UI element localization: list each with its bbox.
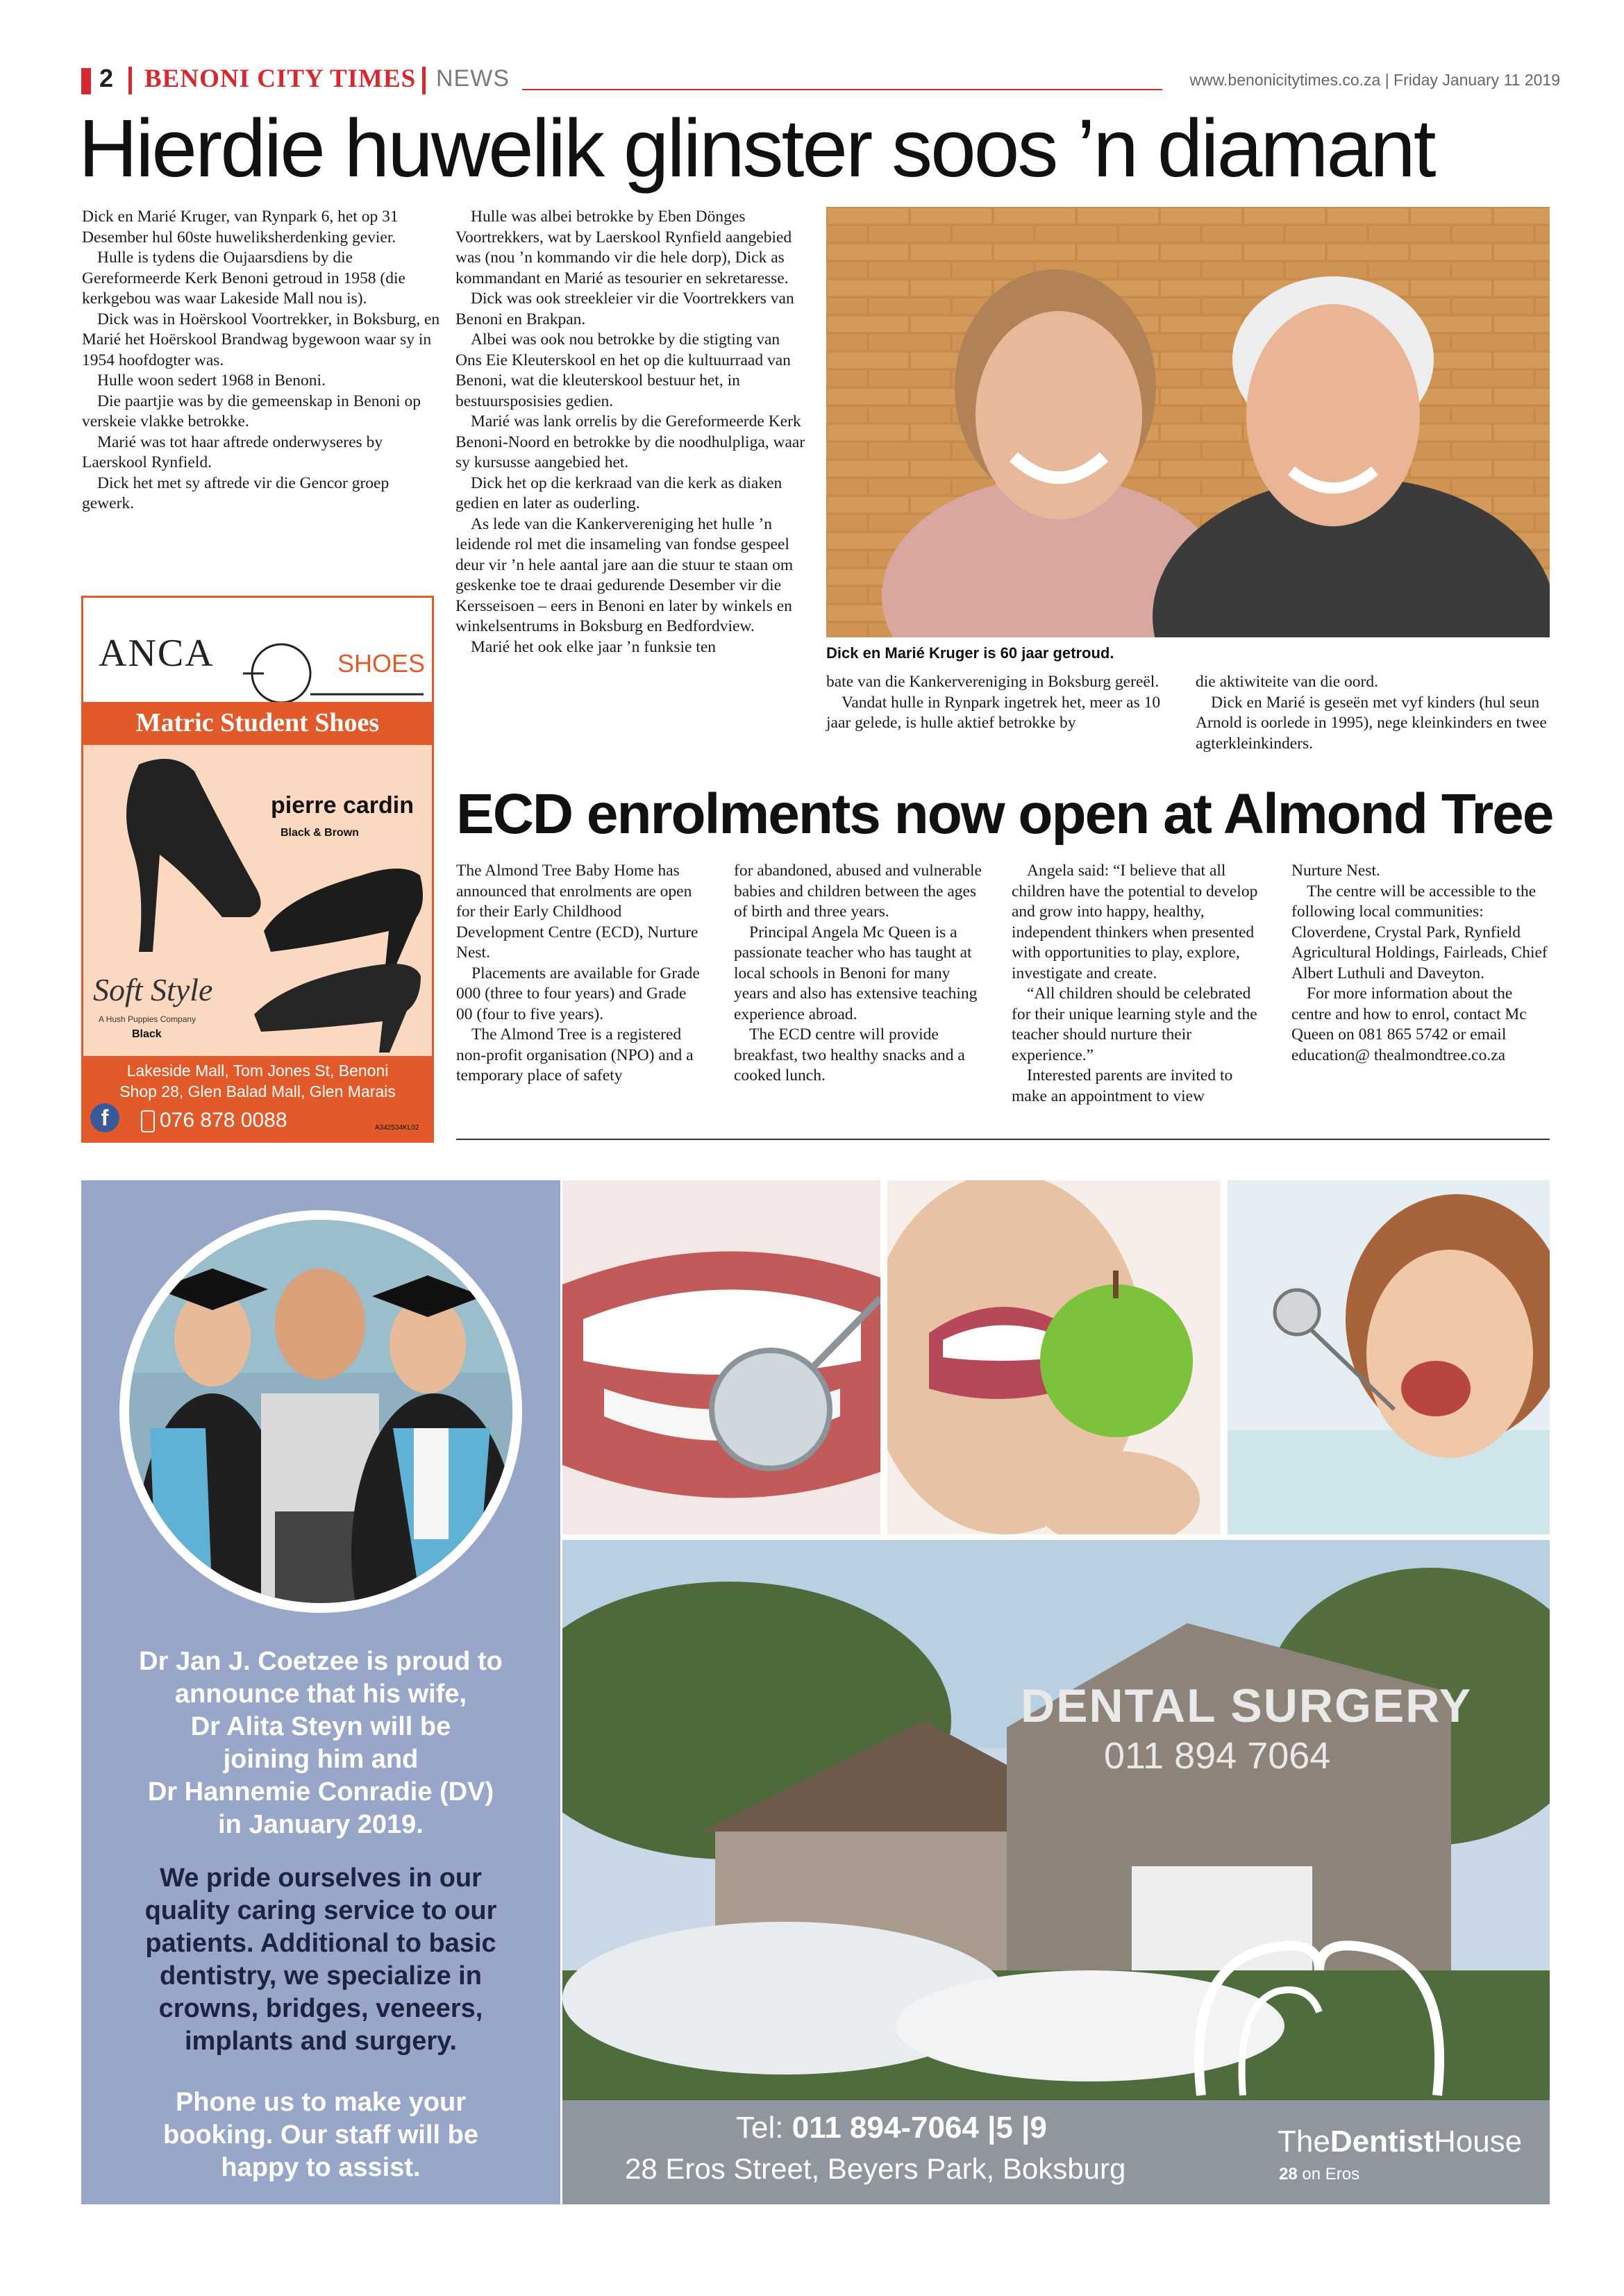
teeth-smile-image — [562, 1180, 880, 1534]
graduation-photo — [119, 1210, 522, 1613]
announce-line: announce that his wife, — [174, 1679, 467, 1709]
article2-column-1 — [456, 861, 706, 1087]
article1-column-3 — [826, 672, 1173, 734]
paragraph: Nurture Nest. — [1291, 862, 1380, 880]
article2-headline: ECD enrolments now open at Almond Tree — [456, 782, 1553, 846]
paragraph: For more information about the centre and how to enrol, contact Mc Queen on 081 865 5742 or email education@ thealmondtree.co.za — [1291, 984, 1527, 1064]
booking-line: Phone us to make your — [175, 2088, 467, 2117]
brand-number: 28 — [1279, 2165, 1298, 2184]
dentist-services — [90, 1862, 551, 2058]
brand-the: The — [1278, 2125, 1330, 2159]
paragraph: Placements are available for Grade 000 (three to four years) and Grade 00 (four to five years). — [456, 964, 700, 1023]
paragraph: Hulle was albei betrokke by Eben Dönges Voortrekkers, wat by Laerskool Rynfield aangebied was (nou ’n kommando vir die hele dorp), Dick as kommandant en Marié as tesourier en sekretaresse. — [455, 208, 792, 287]
dentist-house-brand — [1278, 2125, 1522, 2159]
announce-line: Dr Hannemie Conradie (DV) — [147, 1777, 494, 1807]
child-dentist-image — [1228, 1180, 1550, 1534]
couple-photo-caption: Dick en Marié Kruger is 60 jaar getroud. — [826, 644, 1114, 662]
teeth-smile-photo — [562, 1180, 880, 1534]
paragraph: The ECD centre will provide breakfast, two healthy snacks and a cooked lunch. — [734, 1025, 965, 1084]
article2-column-4 — [1291, 861, 1550, 1066]
couple-photo — [826, 207, 1550, 637]
anca-ad-reference: A342534KL02 — [375, 1124, 419, 1132]
paragraph: Marié was tot haar aftrede onderwyseres by Laerskool Rynfield. — [82, 433, 383, 471]
section-name: NEWS — [436, 65, 510, 92]
article1-column-4 — [1196, 672, 1550, 754]
paragraph: Dick het met sy aftrede vir die Gencor groep gewerk. — [82, 474, 390, 512]
phone-icon — [140, 1110, 156, 1132]
brand-on-eros: on Eros — [1297, 2165, 1360, 2184]
article1-column-1 — [82, 207, 443, 514]
article1-headline: Hierdie huwelik glinster soos ’n diamant — [78, 103, 1434, 194]
paragraph: Albei was ook nou betrokke by die stigting van Ons Eie Kleuterskool en het op die kultuurraad van Benoni, wat die kleuterskool bestuur het, in bestuursposisies gedien. — [455, 330, 791, 410]
announce-line: Dr Alita Steyn will be — [190, 1712, 451, 1741]
dentist-announcement — [90, 1645, 551, 1841]
paragraph: Marié het ook elke jaar ’n funksie ten — [471, 637, 717, 656]
header-separator — [128, 67, 132, 94]
paragraph: The centre will be accessible to the following local communities: Cloverdene, Crystal Park, Rynfield Agricultural Holdings, Fairleads, Chief Albert Luthuli and Daveyton. — [1291, 882, 1548, 982]
announce-line: joining him and — [223, 1745, 419, 1774]
anca-shoes-ad[interactable] — [81, 596, 434, 1143]
pierre-cardin-brand: pierre cardin — [271, 792, 414, 819]
paragraph: Dick en Marié Kruger, van Rynpark 6, het op 31 Desember hul 60ste huweliksherdenking gevier. — [82, 208, 399, 246]
black-pump-shoe-icon — [247, 945, 428, 1056]
soft-style-color: Black — [132, 1028, 162, 1040]
paragraph: for abandoned, abused and vulnerable babies and children between the ages of birth and three years. — [734, 862, 982, 921]
services-line: quality caring service to our — [144, 1896, 497, 1925]
tooth-logo-icon — [1187, 1929, 1451, 2100]
paragraph: The Almond Tree is a registered non-profit organisation (NPO) and a temporary place of safety — [456, 1025, 694, 1084]
article-separator — [456, 1139, 1550, 1140]
paper-name: BENONI CITY TIMES — [144, 65, 417, 93]
announce-line: in January 2019. — [218, 1810, 424, 1839]
paragraph: The Almond Tree Baby Home has announced that enrolments are open for their Early Childhood Development Centre (ECD), Nurture Nest. — [456, 862, 698, 962]
header-rule — [522, 89, 1162, 90]
anca-address-2: Shop 28, Glen Balad Mall, Glen Marais — [119, 1082, 396, 1100]
article2-column-3 — [1012, 861, 1263, 1107]
brand-house: House — [1433, 2125, 1523, 2159]
paragraph: Vandat hulle in Rynpark ingetrek het, meer as 10 jaar gelede, is hulle aktief betrokke by — [826, 693, 1161, 732]
paragraph: As lede van die Kankervereniging het hulle ’n leidende rol met die insameling van fondse gespeel deur vir ’n hele aantal jare aan die stuur te staan om geskenke toe te draai gedurende Desember vir die Kersseisoen – eers in Benoni en later by winkels en winkelsentrums in Boksburg en Bedfordview. — [455, 514, 794, 635]
paragraph: die aktiwiteite van die oord. — [1196, 673, 1378, 691]
paragraph: Dick en Marié is geseën met vyf kinders (hul seun Arnold is oorlede in 1995), nege kleinkinders en twee agterkleinkinders. — [1196, 693, 1547, 753]
dental-surgery-building-photo — [562, 1540, 1550, 2100]
anca-logo: ANCA — [99, 632, 215, 675]
services-line: patients. Additional to basic — [145, 1929, 496, 1958]
services-line: implants and surgery. — [184, 2027, 458, 2056]
anca-shoes-label: SHOES — [337, 649, 426, 678]
pierre-cardin-colors: Black & Brown — [281, 827, 359, 839]
dentist-address: 28 Eros Street, Beyers Park, Boksburg — [625, 2152, 1126, 2185]
tel-number[interactable]: 011 894-7064 |5 |9 — [792, 2111, 1047, 2145]
paragraph: Angela said: “I believe that all children have the potential to develop and grow into happy, healthy, independent thinkers when presented with opportunities to play, explore, investigate and create. — [1012, 862, 1258, 982]
facebook-icon[interactable]: f — [90, 1103, 119, 1132]
paragraph: Principal Angela Mc Queen is a passionate teacher who has taught at local schools in Benoni for many years and also has extensive teaching experience abroad. — [734, 923, 978, 1023]
dental-surgery-sign-phone: 011 894 7064 — [1104, 1735, 1331, 1777]
header-separator — [422, 67, 426, 94]
paragraph: Marié was lank orrelis by die Gereformeerde Kerk Benoni-Noord en betrokke by die noodhulpliga, waar sy kursusse aangebied het. — [455, 412, 805, 471]
brand-dentist: Dentist — [1330, 2125, 1434, 2159]
dentist-house-sub — [1279, 2165, 1359, 2184]
dental-surgery-sign: DENTAL SURGERY — [1021, 1679, 1473, 1732]
child-dentist-photo — [1228, 1180, 1550, 1534]
paragraph: Hulle woon sedert 1968 in Benoni. — [97, 371, 326, 389]
anca-address-1: Lakeside Mall, Tom Jones St, Benoni — [126, 1062, 389, 1080]
graduation-photo-image — [129, 1220, 512, 1603]
paragraph: Interested parents are invited to make an appointment to view — [1012, 1066, 1233, 1105]
soft-style-brand: Soft Style — [93, 972, 213, 1007]
header-red-bar — [81, 68, 91, 94]
soft-style-tagline: A Hush Puppies Company — [99, 1014, 196, 1024]
services-line: We pride ourselves in our — [160, 1863, 482, 1893]
page-number: 2 — [99, 64, 114, 92]
paragraph: bate van die Kankervereniging in Boksburg gereël. — [826, 673, 1160, 691]
paragraph: Die paartjie was by die gemeenskap in Benoni op verskeie vlakke betrokke. — [82, 392, 421, 430]
dentist-booking-msg — [90, 2086, 551, 2184]
apple-bite-image — [887, 1180, 1221, 1534]
paragraph: Dick was in Hoërskool Voortrekker, in Boksburg, en Marié het Hoërskool Brandwag bygewoon waar sy in 1954 hoofdogter was. — [82, 310, 440, 369]
anca-band-text: Matric Student Shoes — [135, 708, 380, 737]
paragraph: Dick was ook streekleier vir die Voortrekkers van Benoni en Brakpan. — [455, 290, 794, 328]
services-line: crowns, bridges, veneers, — [158, 1994, 483, 2023]
paragraph: Hulle is tydens die Oujaarsdiens by die Gereformeerde Kerk Benoni getroud in 1958 (die kerkgebou was waar Lakeside Mall nou is). — [82, 249, 405, 308]
article2-column-2 — [734, 861, 985, 1087]
article1-column-2 — [455, 207, 805, 657]
tel-label: Tel: — [736, 2111, 784, 2145]
paragraph: “All children should be celebrated for their unique learning style and the teacher should nurture their experience.” — [1012, 984, 1257, 1064]
apple-bite-photo — [887, 1180, 1221, 1534]
couple-photo-image — [826, 207, 1550, 637]
site-and-date: www.benonicitytimes.co.za | Friday January 11 2019 — [1189, 71, 1560, 89]
booking-line: happy to assist. — [221, 2153, 421, 2182]
dentist-phone[interactable] — [736, 2111, 1047, 2145]
booking-line: booking. Our staff will be — [163, 2120, 478, 2150]
paragraph: Dick het op die kerkraad van die kerk as diaken gedien en later as ouderling. — [455, 474, 782, 512]
services-line: dentistry, we specialize in — [160, 1961, 482, 1991]
black-high-heel-shoe-icon — [111, 751, 271, 966]
anca-phone[interactable]: 076 878 0088 — [160, 1109, 287, 1132]
announce-line: Dr Jan J. Coetzee is proud to — [139, 1647, 503, 1676]
